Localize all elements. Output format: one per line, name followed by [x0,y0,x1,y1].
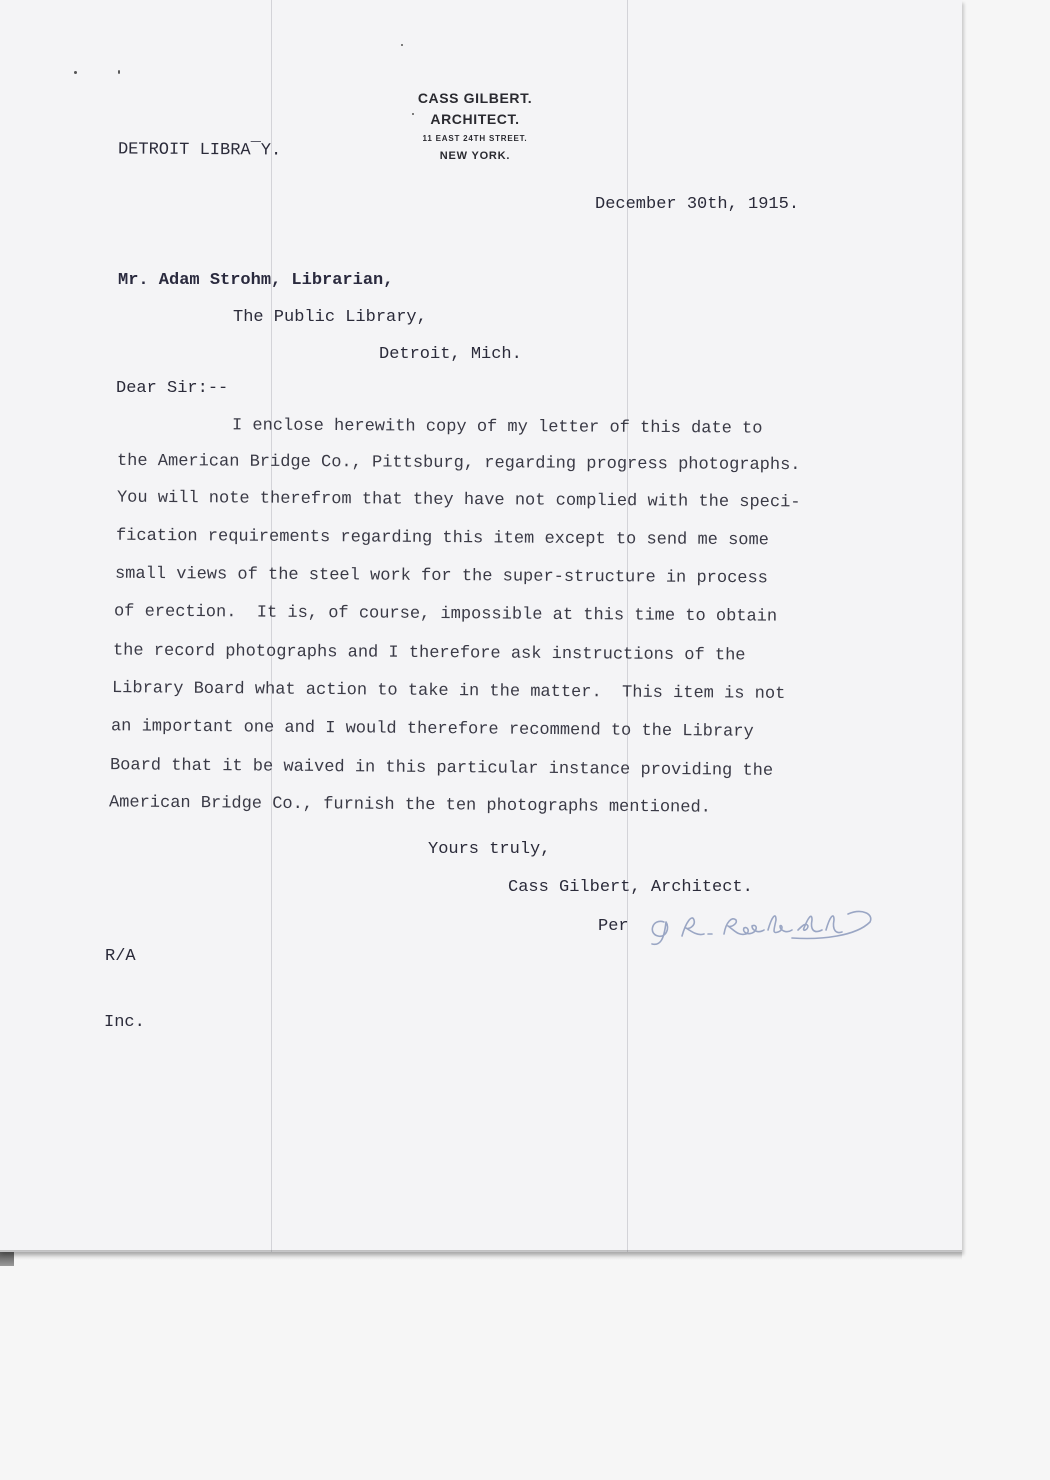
fold-line [627,0,628,1252]
signature-drawing [642,900,882,950]
salutation: Dear Sir:-- [116,379,229,398]
body-line: the record photographs and I therefore ask instructions of the [112,641,746,666]
fold-line [271,0,272,1252]
sender-signature-line: Cass Gilbert, Architect. [508,878,753,897]
enclosure-note: Inc. [104,1013,145,1032]
body-line: Board that it be waived in this particular instance providing the [109,756,774,781]
body-line: the American Bridge Co., Pittsburg, regarding progress photographs. [116,451,801,476]
letterhead-title: ARCHITECT. [430,111,520,127]
body-line: small views of the steel work for the super-structure in process [114,564,768,589]
recipient-city: Detroit, Mich. [379,345,522,364]
letterhead-name: CASS GILBERT. [417,90,533,106]
recipient-name: Mr. Adam Strohm, Librarian, [118,271,394,290]
body-line: American Bridge Co., furnish the ten photographs mentioned. [108,793,711,818]
paper-speck [401,44,403,46]
body-line: an important one and I would therefore recommend to the Library [110,717,754,742]
closing: Yours truly, [428,840,551,859]
paper-speck [74,71,77,74]
file-label: DETROIT LIBRA¯Y. [117,140,282,161]
body-line: I enclose herewith copy of my letter of this date to [231,416,763,439]
recipient-institution: The Public Library, [233,308,427,327]
body-line: Library Board what action to take in the matter. This item is not [111,679,786,704]
letterhead-city: NEW YORK. [439,150,511,162]
body-line: You will note therefrom that they have not complied with the speci- [116,488,801,513]
body-line: fication requirements regarding this item except to send me some [115,526,769,551]
sheet-shadow [0,1250,962,1260]
reference-initials: R/A [105,947,136,966]
handwritten-signature [642,900,882,950]
letterhead-street: 11 EAST 24TH STREET. [422,134,528,143]
per-label: Per [598,917,629,936]
letter-date: December 30th, 1915. [595,195,800,214]
body-line: of erection. It is, of course, impossible at this time to obtain [113,602,778,627]
paper-speck [118,70,120,74]
